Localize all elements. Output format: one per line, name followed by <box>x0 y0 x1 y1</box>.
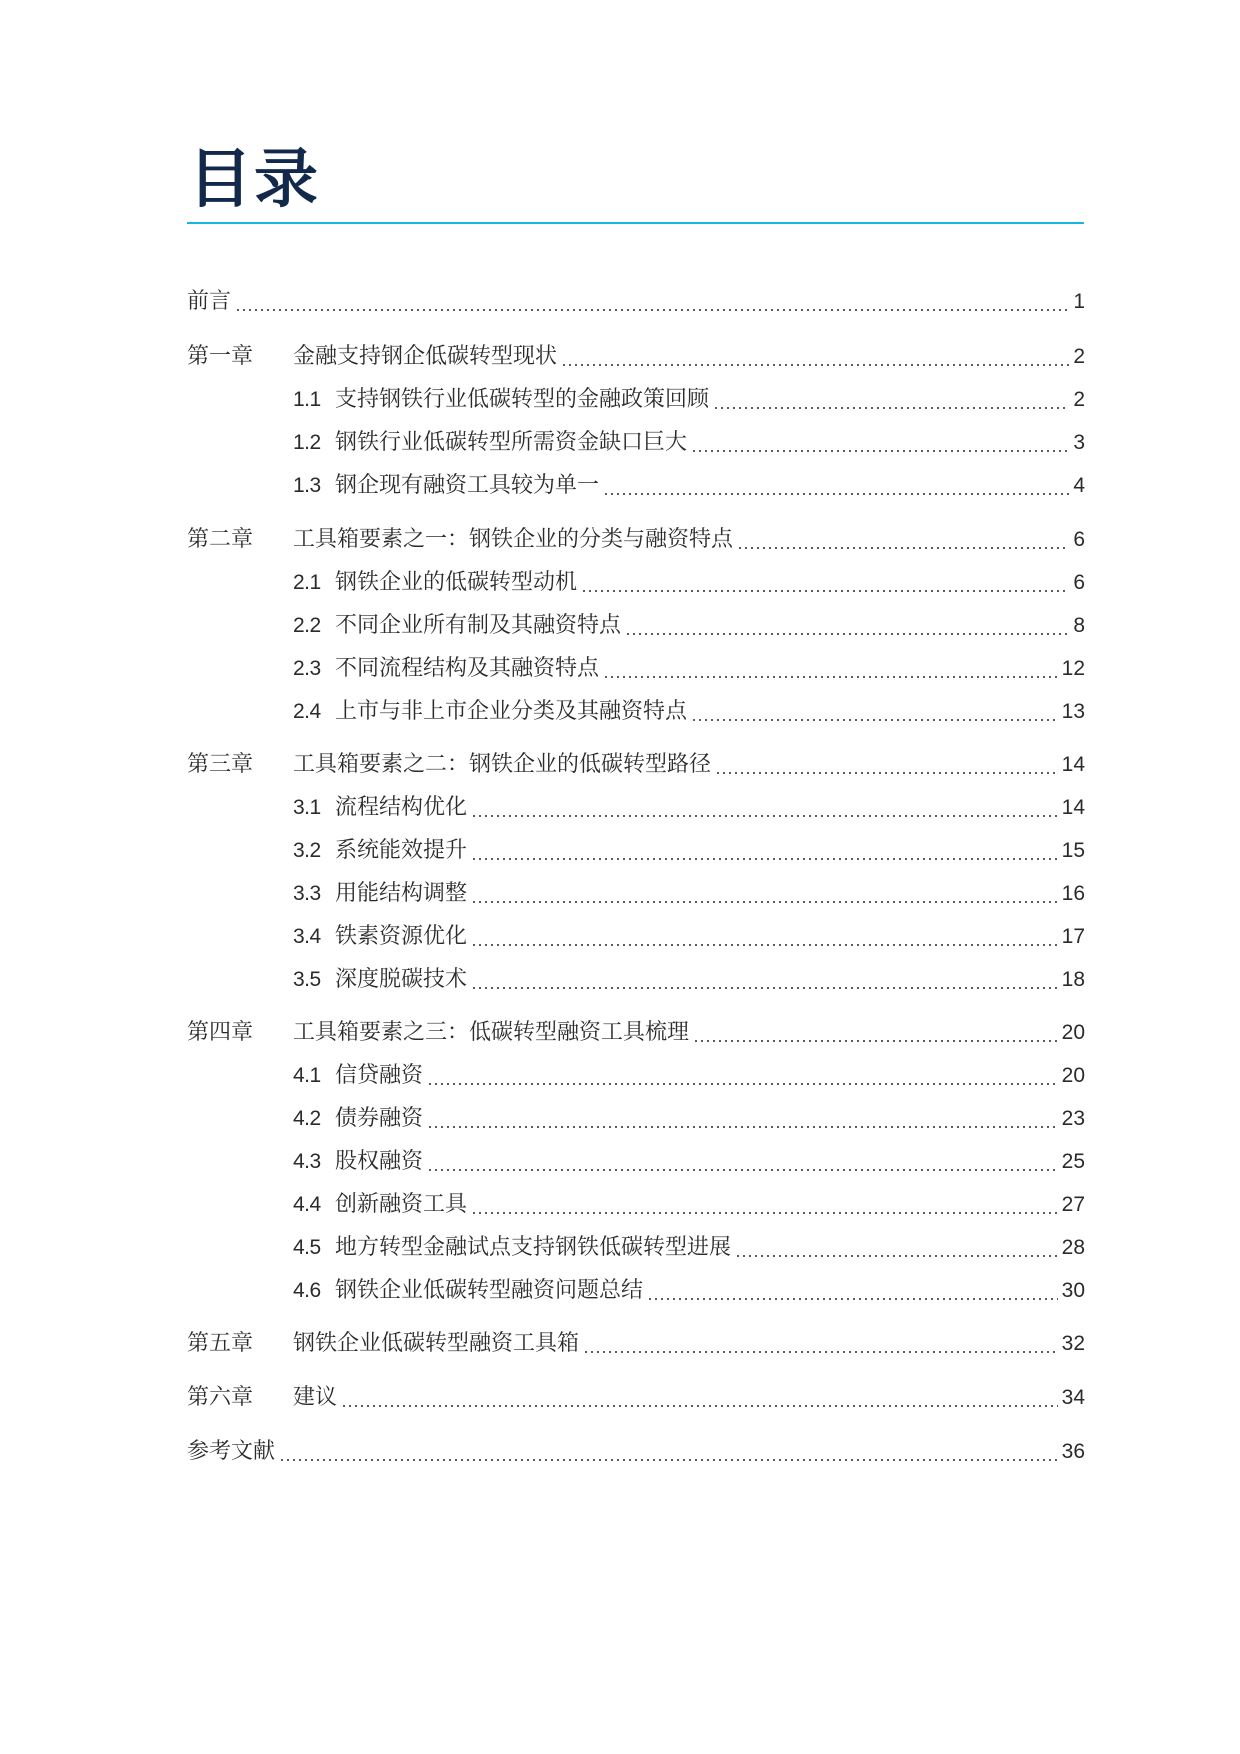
toc-entry-label: 系统能效提升 <box>335 838 468 863</box>
toc-entry-label: 不同流程结构及其融资特点 <box>335 656 600 681</box>
toc-entry-label: 钢铁行业低碳转型所需资金缺口巨大 <box>335 430 688 455</box>
toc-entry-section-4-4[interactable] <box>187 1187 1085 1223</box>
toc-entry-chapter-6[interactable] <box>187 1380 1085 1416</box>
toc-section-number: 4.5 <box>293 1236 321 1259</box>
title-divider <box>187 222 1084 224</box>
toc-entry-section-2-4[interactable] <box>187 694 1085 730</box>
dot-leader <box>713 382 1069 418</box>
toc-entry-section-4-3[interactable] <box>187 1144 1085 1180</box>
dot-leader <box>561 339 1069 375</box>
toc-section-number: 2.2 <box>293 614 321 637</box>
dot-leader <box>583 1326 1058 1362</box>
toc-section-number: 3.5 <box>293 968 321 991</box>
dot-leader <box>647 1273 1058 1309</box>
toc-section-number: 3.3 <box>293 882 321 905</box>
toc-section-number: 4.1 <box>293 1064 321 1087</box>
dot-leader <box>279 1434 1058 1470</box>
toc-page-number: 12 <box>1061 657 1085 680</box>
toc-section-number: 1.3 <box>293 474 321 497</box>
page-title: 目录 <box>188 143 320 217</box>
toc-entry-label: 参考文献 <box>187 1439 276 1464</box>
dot-leader <box>735 1230 1058 1266</box>
toc-page-number: 23 <box>1061 1107 1085 1130</box>
toc-entry-label: 流程结构优化 <box>335 795 468 820</box>
toc-page-number: 6 <box>1073 571 1085 594</box>
toc-page-number: 16 <box>1061 882 1085 905</box>
toc-section-number: 2.4 <box>293 700 321 723</box>
toc-entry-chapter-4[interactable] <box>187 1015 1085 1051</box>
toc-entry-section-2-1[interactable] <box>187 565 1085 601</box>
toc-entry-label: 创新融资工具 <box>335 1192 468 1217</box>
toc-chapter-number: 第五章 <box>187 1331 254 1356</box>
toc-page-number: 34 <box>1061 1386 1085 1409</box>
toc-entry-label: 钢企现有融资工具较为单一 <box>335 473 600 498</box>
toc-entry-section-3-2[interactable] <box>187 833 1085 869</box>
dot-leader <box>427 1058 1058 1094</box>
toc-section-number: 2.1 <box>293 571 321 594</box>
toc-entry-section-3-1[interactable] <box>187 790 1085 826</box>
toc-page-number: 14 <box>1061 753 1085 776</box>
dot-leader <box>691 425 1069 461</box>
toc-page-number: 27 <box>1061 1193 1085 1216</box>
toc-section-number: 3.2 <box>293 839 321 862</box>
toc-entry-section-3-3[interactable] <box>187 876 1085 912</box>
toc-entry-section-3-5[interactable] <box>187 962 1085 998</box>
toc-entry-label: 地方转型金融试点支持钢铁低碳转型进展 <box>335 1235 732 1260</box>
toc-entry-chapter-1[interactable] <box>187 339 1085 375</box>
toc-entry-label: 上市与非上市企业分类及其融资特点 <box>335 699 688 724</box>
toc-section-number: 2.3 <box>293 657 321 680</box>
toc-page-number: 15 <box>1061 839 1085 862</box>
toc-entry-label: 金融支持钢企低碳转型现状 <box>293 344 558 369</box>
dot-leader <box>471 790 1058 826</box>
toc-entry-label: 债券融资 <box>335 1106 424 1131</box>
toc-entry-section-3-4[interactable] <box>187 919 1085 955</box>
toc-page-number: 8 <box>1073 614 1085 637</box>
toc-entry-label: 前言 <box>187 289 232 314</box>
toc-entry-chapter-2[interactable] <box>187 522 1085 558</box>
toc-entry-label: 用能结构调整 <box>335 881 468 906</box>
dot-leader <box>471 919 1058 955</box>
toc-entry-section-4-1[interactable] <box>187 1058 1085 1094</box>
toc-section-number: 4.4 <box>293 1193 321 1216</box>
toc-section-number: 4.6 <box>293 1279 321 1302</box>
toc-entry-section-4-6[interactable] <box>187 1273 1085 1309</box>
toc-entry-references[interactable] <box>187 1434 1085 1470</box>
dot-leader <box>427 1144 1058 1180</box>
dot-leader <box>715 747 1058 783</box>
toc-entry-section-1-1[interactable] <box>187 382 1085 418</box>
toc-page-number: 13 <box>1061 700 1085 723</box>
toc-page-number: 32 <box>1061 1332 1085 1355</box>
toc-chapter-number: 第一章 <box>187 344 254 369</box>
toc-entry-chapter-3[interactable] <box>187 747 1085 783</box>
toc-page-number: 17 <box>1061 925 1085 948</box>
toc-entry-chapter-5[interactable] <box>187 1326 1085 1362</box>
toc-section-number: 3.4 <box>293 925 321 948</box>
toc-chapter-number: 第六章 <box>187 1385 254 1410</box>
dot-leader <box>235 284 1069 320</box>
toc-section-number: 4.2 <box>293 1107 321 1130</box>
toc-entry-section-4-5[interactable] <box>187 1230 1085 1266</box>
toc-entry-label: 钢铁企业的低碳转型动机 <box>335 570 578 595</box>
toc-entry-label: 信贷融资 <box>335 1063 424 1088</box>
toc-chapter-number: 第四章 <box>187 1020 254 1045</box>
toc-page-number: 20 <box>1061 1021 1085 1044</box>
dot-leader <box>737 522 1069 558</box>
toc-entry-label: 工具箱要素之二：钢铁企业的低碳转型路径 <box>293 752 712 777</box>
dot-leader <box>471 876 1058 912</box>
toc-entry-label: 深度脱碳技术 <box>335 967 468 992</box>
toc-entry-label: 建议 <box>293 1385 338 1410</box>
toc-entry-section-2-2[interactable] <box>187 608 1085 644</box>
toc-page-number: 6 <box>1073 528 1085 551</box>
toc-entry-section-2-3[interactable] <box>187 651 1085 687</box>
toc-section-number: 1.2 <box>293 431 321 454</box>
dot-leader <box>625 608 1069 644</box>
toc-entry-label: 钢铁企业低碳转型融资问题总结 <box>335 1278 644 1303</box>
toc-section-number: 3.1 <box>293 796 321 819</box>
dot-leader <box>341 1380 1058 1416</box>
toc-page-number: 2 <box>1073 388 1085 411</box>
toc-page-number: 3 <box>1073 431 1085 454</box>
toc-entry-section-1-2[interactable] <box>187 425 1085 461</box>
dot-leader <box>581 565 1069 601</box>
toc-entry-label: 股权融资 <box>335 1149 424 1174</box>
dot-leader <box>471 962 1058 998</box>
toc-page-number: 1 <box>1073 290 1085 313</box>
toc-entry-label: 不同企业所有制及其融资特点 <box>335 613 622 638</box>
dot-leader <box>471 1187 1058 1223</box>
dot-leader <box>691 694 1058 730</box>
dot-leader <box>693 1015 1058 1051</box>
dot-leader <box>427 1101 1058 1137</box>
toc-entry-section-4-2[interactable] <box>187 1101 1085 1137</box>
toc-entry-preface[interactable] <box>187 284 1085 320</box>
toc-section-number: 4.3 <box>293 1150 321 1173</box>
toc-page-number: 36 <box>1061 1440 1085 1463</box>
toc-section-number: 1.1 <box>293 388 321 411</box>
toc-chapter-number: 第三章 <box>187 752 254 777</box>
toc-page-number: 30 <box>1061 1279 1085 1302</box>
toc-page-number: 25 <box>1061 1150 1085 1173</box>
dot-leader <box>603 651 1058 687</box>
toc-entry-section-1-3[interactable] <box>187 468 1085 504</box>
toc-page-number: 14 <box>1061 796 1085 819</box>
toc-page-number: 2 <box>1073 345 1085 368</box>
dot-leader <box>603 468 1069 504</box>
toc-page-number: 4 <box>1073 474 1085 497</box>
toc-entry-label: 钢铁企业低碳转型融资工具箱 <box>293 1331 580 1356</box>
toc-page-number: 18 <box>1061 968 1085 991</box>
toc-entry-label: 工具箱要素之一：钢铁企业的分类与融资特点 <box>293 527 734 552</box>
toc-chapter-number: 第二章 <box>187 527 254 552</box>
toc-entry-label: 支持钢铁行业低碳转型的金融政策回顾 <box>335 387 710 412</box>
toc-entry-label: 铁素资源优化 <box>335 924 468 949</box>
toc-page-number: 28 <box>1061 1236 1085 1259</box>
toc-page-number: 20 <box>1061 1064 1085 1087</box>
toc-entry-label: 工具箱要素之三：低碳转型融资工具梳理 <box>293 1020 690 1045</box>
dot-leader <box>471 833 1058 869</box>
